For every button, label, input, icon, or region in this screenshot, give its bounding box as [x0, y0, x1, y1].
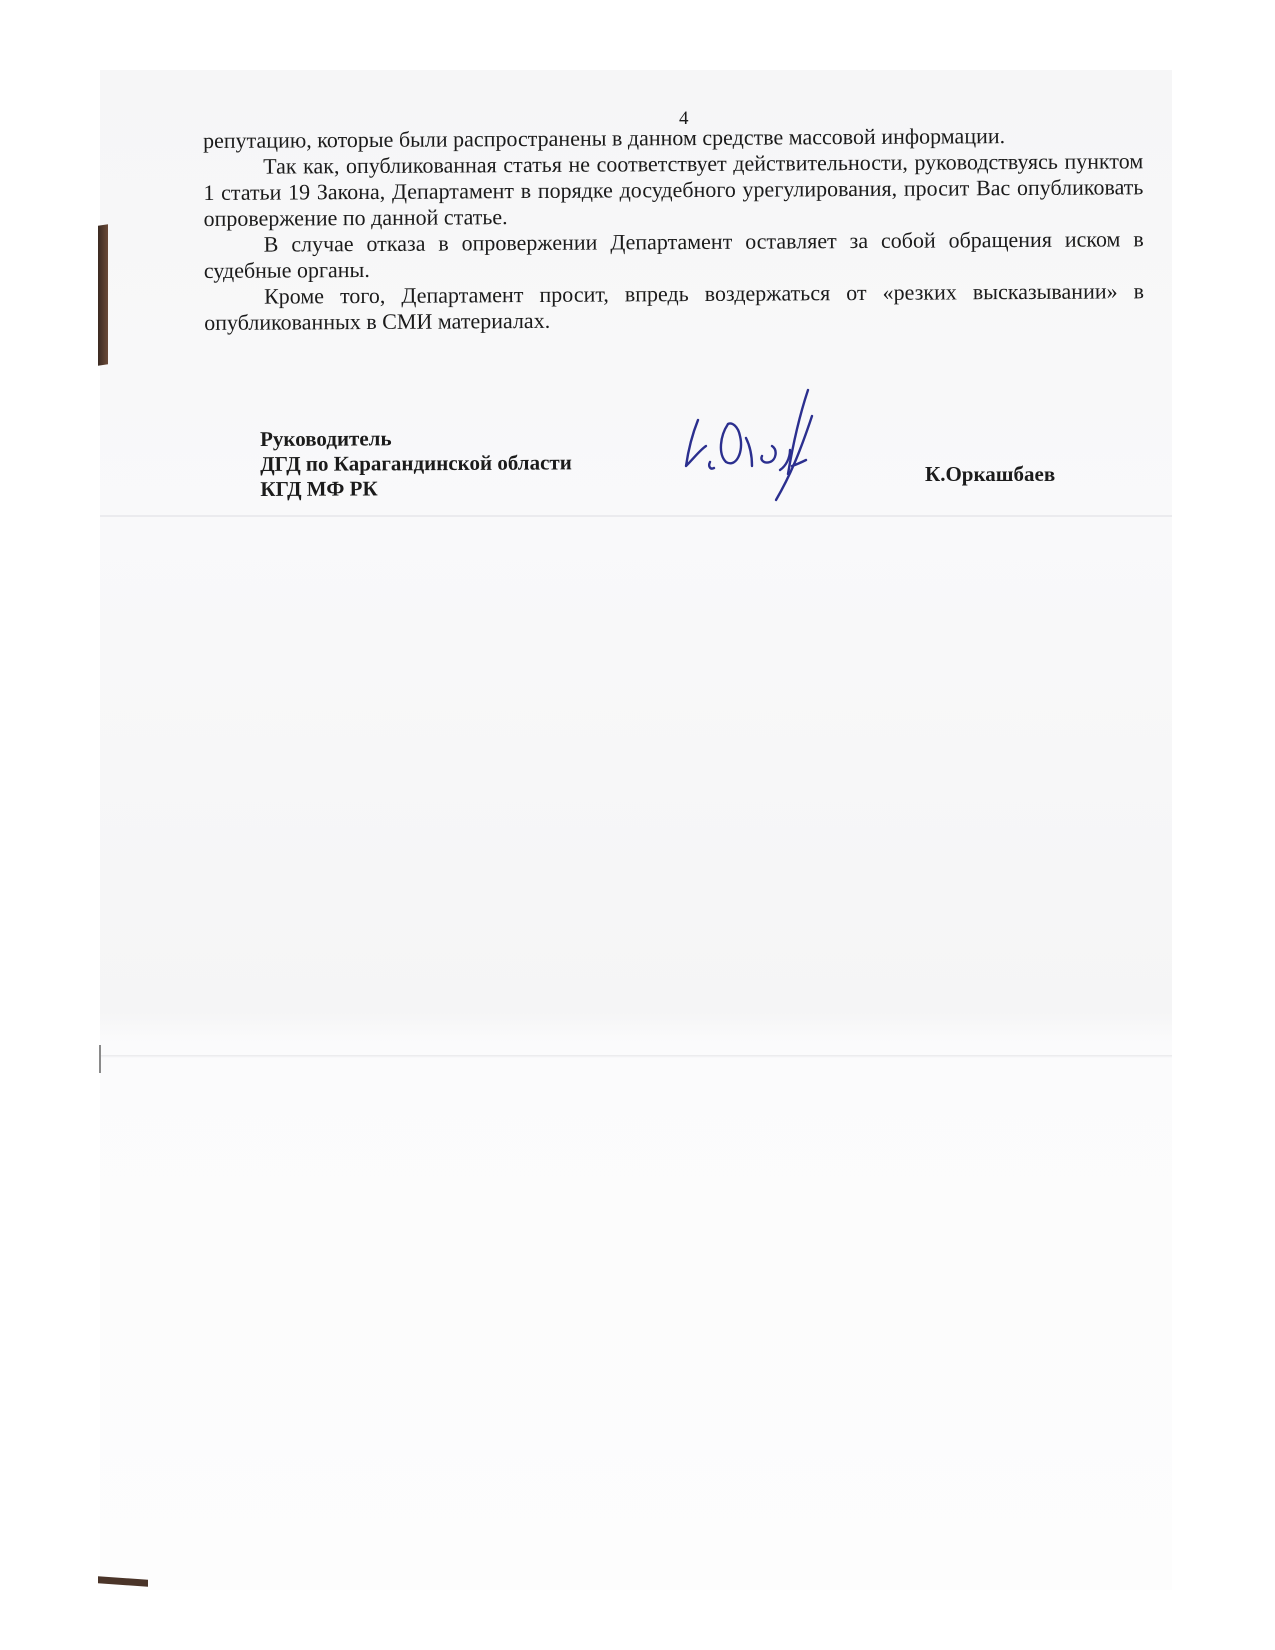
paragraph-reputation: репутацию, которые были распространены в данном средстве массовой информации.	[203, 123, 1006, 153]
scan-edge-tick	[99, 1045, 101, 1073]
paragraph-refutation-request: Так как, опубликованная статья не соответствует действительности, руководствуясь пунктом 1 статьи 19 Закона, Департамент в порядке досудебного урегулирования, просит Вас опубликовать опровержение по данной статье.	[203, 148, 1144, 231]
signatory-position: Руководитель	[260, 426, 392, 451]
handwritten-signature	[680, 380, 850, 510]
signatory-department: ДГД по Карагандинской области	[260, 450, 572, 476]
signatory-title-block	[260, 425, 572, 502]
signatory-organization: КГД МФ РК	[260, 476, 378, 501]
paragraph-remarks-request: Кроме того, Департамент просит, впредь воздержаться от «резких высказывании» в опубликованных в СМИ материалах.	[204, 278, 1145, 335]
letter-body	[203, 122, 1144, 336]
signatory-name: К.Оркашбаев	[925, 462, 1056, 486]
page-number: 4	[679, 108, 689, 129]
paragraph-court-notice: В случае отказа в опровержении Департамент оставляет за собой обращения иском в судебные органы.	[203, 226, 1144, 283]
paper-fold-upper	[100, 515, 1172, 517]
paper-fold-lower	[100, 1055, 1172, 1058]
scan-edge-shadow-left	[98, 224, 108, 365]
